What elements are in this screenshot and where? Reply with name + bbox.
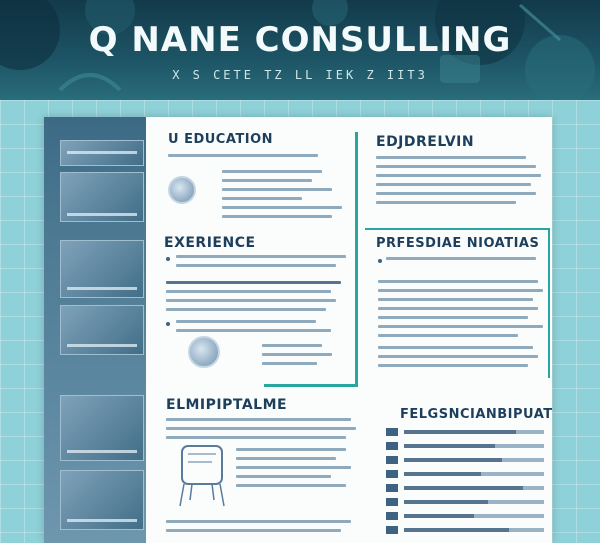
skill-bar-fill: [404, 430, 516, 434]
skills-heading: FELGSNCIANBIPUAT: [400, 407, 553, 422]
skill-bar-fill: [404, 472, 481, 476]
thumbnail-image: [60, 470, 144, 530]
experience-details: [262, 344, 352, 371]
employment-details: [236, 448, 356, 493]
bullet-icon: [166, 322, 170, 326]
skill-bar-fill: [404, 486, 523, 490]
skill-bar-fill: [404, 444, 495, 448]
thumbnail-image: [60, 240, 144, 298]
skill-marker-icon: [386, 484, 398, 492]
education-details: [222, 170, 342, 224]
skill-marker-icon: [386, 456, 398, 464]
employment-heading: ELMIPIPTALME: [166, 397, 288, 413]
bullet-icon: [378, 259, 382, 263]
experience-text: [166, 281, 346, 317]
thumbnail-image: [60, 140, 144, 166]
skill-marker-icon: [386, 442, 398, 450]
professional-text: [378, 280, 543, 343]
accent-divider: [548, 228, 550, 378]
education-icon: [168, 176, 196, 204]
accent-divider: [355, 132, 358, 387]
skill-marker-icon: [386, 470, 398, 478]
professional-text: [386, 257, 541, 266]
accent-divider: [264, 384, 358, 387]
experience-heading: EXERIENCE: [164, 235, 256, 251]
education-text: [168, 154, 328, 163]
profile-icon: [188, 336, 220, 368]
thumbnail-image: [60, 172, 144, 222]
skill-marker-icon: [386, 526, 398, 534]
skill-bar-fill: [404, 528, 509, 532]
illustration-image: [172, 440, 232, 510]
bullet-icon: [166, 257, 170, 261]
skill-marker-icon: [386, 428, 398, 436]
education-heading: U EDUCATION: [168, 132, 274, 147]
skill-marker-icon: [386, 498, 398, 506]
header-title: Q NANE CONSULLING: [88, 20, 512, 60]
skill-marker-icon: [386, 512, 398, 520]
professional-heading: PRFESDIAE NIOATIAS: [376, 236, 540, 251]
thumbnail-image: [60, 395, 144, 461]
thumbnail-image: [60, 305, 144, 355]
skill-bar-fill: [404, 500, 488, 504]
experience-text: [176, 255, 346, 273]
accent-divider: [365, 228, 550, 230]
header-subtitle: X S CETE TZ LL IEK Z IIT3: [172, 68, 428, 82]
employment-text: [166, 520, 356, 538]
skill-bar-fill: [404, 458, 502, 462]
header-banner: [0, 0, 600, 100]
professional-text: [378, 346, 543, 373]
skill-bar-fill: [404, 514, 474, 518]
development-heading: EDJDRELVIN: [376, 134, 475, 150]
development-text: [376, 156, 541, 210]
